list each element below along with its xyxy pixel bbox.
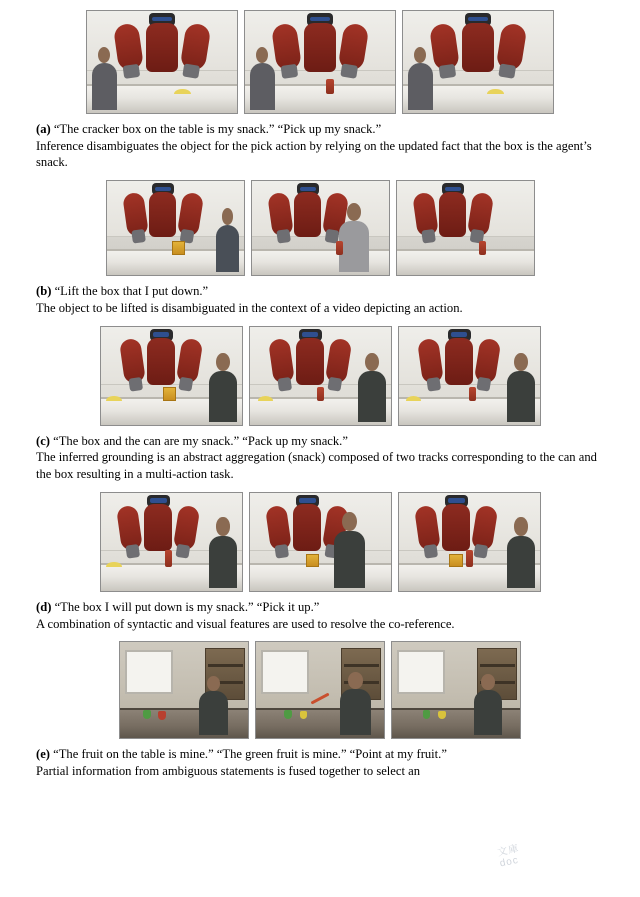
bottle-object bbox=[466, 550, 473, 568]
person bbox=[209, 517, 237, 588]
person bbox=[199, 676, 227, 736]
bottle-object bbox=[165, 550, 172, 568]
video-frame bbox=[391, 641, 521, 739]
table bbox=[119, 708, 249, 739]
scene-art bbox=[107, 181, 244, 275]
caption-label: (a) bbox=[36, 122, 51, 136]
video-frame bbox=[119, 641, 249, 739]
caption-description: A combination of syntactic and visual features are used to resolve the co-reference. bbox=[36, 616, 455, 631]
figure-row-a bbox=[0, 10, 640, 171]
figure-row-c bbox=[0, 326, 640, 483]
person-body bbox=[339, 221, 369, 272]
banana-object bbox=[106, 396, 122, 401]
robot bbox=[120, 329, 202, 405]
caption-description: The inferred grounding is an abstract aggregation (snack) composed of two tracks corresponding to the can and the box resulting in a multi-action task. bbox=[36, 450, 597, 482]
person-body bbox=[507, 371, 535, 422]
robot-torso bbox=[146, 23, 179, 72]
person bbox=[507, 353, 535, 422]
person bbox=[216, 208, 239, 272]
video-frame bbox=[402, 10, 554, 114]
scene-art bbox=[399, 493, 540, 591]
caption-quotes: “The box and the can are my snack.” “Pack up my snack.” bbox=[53, 433, 348, 448]
robot-arm-right bbox=[325, 338, 353, 385]
person-head bbox=[256, 47, 268, 63]
robot bbox=[123, 183, 202, 256]
person-body bbox=[334, 531, 365, 588]
can-object bbox=[479, 241, 486, 254]
caption-label: (c) bbox=[36, 433, 50, 448]
whiteboard bbox=[261, 650, 309, 694]
person-body bbox=[92, 63, 118, 110]
robot-arm-left bbox=[429, 23, 460, 72]
can-object bbox=[317, 387, 324, 401]
robot-arm-right bbox=[180, 22, 212, 71]
video-frame bbox=[251, 180, 390, 276]
scene-art bbox=[252, 181, 389, 275]
pointing-arm bbox=[310, 692, 329, 704]
image-strip-e bbox=[0, 641, 640, 739]
robot-torso bbox=[462, 23, 495, 72]
caption-description: The object to be lifted is disambiguated in the context of a video depicting an action. bbox=[36, 300, 463, 315]
video-frame bbox=[396, 180, 535, 276]
robot-arm-left bbox=[417, 338, 444, 385]
robot-arm-left bbox=[414, 504, 441, 551]
person bbox=[250, 47, 276, 110]
caption-label: (d) bbox=[36, 599, 52, 614]
robot bbox=[418, 329, 500, 405]
whiteboard bbox=[397, 650, 445, 694]
figure-row-e bbox=[0, 641, 640, 779]
robot-arm-left bbox=[265, 504, 292, 551]
robot-torso bbox=[149, 192, 176, 237]
robot-arm-left bbox=[268, 338, 295, 385]
person bbox=[358, 353, 386, 422]
robot-torso bbox=[296, 338, 324, 385]
video-frame bbox=[255, 641, 385, 739]
robot-torso bbox=[144, 504, 172, 551]
video-frame bbox=[398, 492, 541, 592]
banana-object bbox=[106, 562, 122, 567]
person-body bbox=[199, 691, 227, 735]
scene-art bbox=[250, 493, 391, 591]
box-object bbox=[163, 387, 176, 401]
scene-art bbox=[397, 181, 534, 275]
caption-label: (e) bbox=[36, 747, 50, 762]
robot-torso bbox=[293, 504, 321, 551]
scene-art bbox=[120, 642, 248, 738]
image-strip-d bbox=[0, 492, 640, 592]
person-head bbox=[222, 208, 233, 225]
caption-e bbox=[36, 746, 604, 779]
robot-arm-left bbox=[267, 192, 293, 237]
image-strip-b bbox=[0, 180, 640, 276]
banana-object bbox=[258, 396, 274, 401]
whiteboard bbox=[125, 650, 173, 694]
person bbox=[474, 674, 502, 735]
scene-art bbox=[250, 327, 391, 425]
video-frame bbox=[244, 10, 396, 114]
person-head bbox=[207, 676, 221, 691]
box-object bbox=[449, 554, 462, 568]
caption-description: Partial information from ambiguous statements is fused together to select an bbox=[36, 764, 421, 779]
person-head bbox=[481, 674, 495, 690]
video-frame bbox=[86, 10, 238, 114]
robot-torso bbox=[445, 338, 473, 385]
robot-torso bbox=[442, 504, 470, 551]
person-body bbox=[209, 536, 237, 588]
scene-art bbox=[256, 642, 384, 738]
video-frame bbox=[398, 326, 541, 426]
robot bbox=[269, 329, 351, 405]
caption-quotes: “Lift the box that I put down.” bbox=[54, 284, 209, 299]
robot-torso bbox=[304, 23, 337, 72]
robot-arm-right bbox=[177, 192, 204, 237]
robot-arm-right bbox=[338, 22, 370, 71]
yellow-cup-object bbox=[300, 711, 308, 720]
can-object bbox=[336, 241, 343, 254]
person-body bbox=[216, 225, 239, 272]
watermark-line-2: doc bbox=[498, 854, 520, 870]
person-body bbox=[209, 371, 237, 422]
watermark-line-1: 文庫 bbox=[496, 843, 521, 859]
robot-torso bbox=[439, 192, 466, 237]
person-head bbox=[216, 517, 230, 535]
person bbox=[339, 203, 369, 273]
scene-art bbox=[399, 327, 540, 425]
robot-arm-right bbox=[467, 192, 494, 237]
robot-arm-right bbox=[474, 338, 502, 385]
person bbox=[334, 512, 365, 588]
scene-art bbox=[87, 11, 237, 113]
caption-a bbox=[36, 121, 604, 171]
can-object bbox=[469, 387, 476, 401]
banana-object bbox=[406, 396, 422, 401]
person bbox=[507, 517, 535, 588]
green-cup-object bbox=[143, 710, 151, 720]
caption-quotes: “The box I will put down is my snack.” “Pick it up.” bbox=[54, 599, 320, 614]
scene-art bbox=[403, 11, 553, 113]
caption-label: (b) bbox=[36, 284, 52, 299]
can-object bbox=[326, 79, 334, 93]
robot bbox=[114, 13, 210, 93]
yellow-cup-object bbox=[438, 711, 446, 720]
robot-torso bbox=[294, 192, 321, 237]
caption-quotes: “The fruit on the table is mine.” “The green fruit is mine.” “Point at my fruit.” bbox=[53, 747, 447, 762]
video-frame bbox=[249, 326, 392, 426]
box-object bbox=[172, 241, 185, 254]
caption-description: Inference disambiguates the object for the pick action by relying on the updated fact that the box is the agent’s snack. bbox=[36, 138, 592, 170]
scene-art bbox=[245, 11, 395, 113]
person-head bbox=[98, 47, 110, 63]
robot-arm-right bbox=[471, 504, 499, 551]
person-head bbox=[216, 353, 230, 371]
person bbox=[209, 353, 237, 422]
caption-d bbox=[36, 599, 604, 632]
figure-row-d bbox=[0, 492, 640, 632]
person-body bbox=[474, 690, 502, 735]
scene-art bbox=[101, 327, 242, 425]
robot-arm-left bbox=[412, 192, 438, 237]
robot-arm-right bbox=[176, 338, 204, 385]
watermark bbox=[496, 819, 625, 897]
caption-b bbox=[36, 283, 604, 316]
image-strip-c bbox=[0, 326, 640, 426]
caption-quotes: “The cracker box on the table is my snack.” “Pick up my snack.” bbox=[53, 122, 382, 136]
green-cup-object bbox=[284, 710, 292, 720]
person-head bbox=[365, 353, 379, 371]
scene-art bbox=[392, 642, 520, 738]
robot-arm-left bbox=[271, 23, 302, 72]
robot-arm-right bbox=[173, 504, 201, 551]
robot bbox=[272, 13, 368, 93]
robot bbox=[117, 495, 199, 571]
video-frame bbox=[106, 180, 245, 276]
person bbox=[92, 47, 118, 110]
person-body bbox=[358, 371, 386, 422]
video-frame bbox=[100, 326, 243, 426]
person-head bbox=[348, 672, 363, 688]
image-strip-a bbox=[0, 10, 640, 114]
person-head bbox=[514, 517, 528, 535]
robot-arm-left bbox=[113, 23, 144, 72]
person-head bbox=[347, 203, 361, 221]
person-body bbox=[507, 536, 535, 588]
banana-object bbox=[174, 89, 191, 94]
robot-arm-left bbox=[122, 192, 148, 237]
person bbox=[340, 672, 371, 735]
person-head bbox=[342, 512, 357, 532]
robot-torso bbox=[147, 338, 175, 385]
scene-art bbox=[101, 493, 242, 591]
video-frame bbox=[100, 492, 243, 592]
figure-page bbox=[0, 10, 640, 891]
robot-arm-left bbox=[119, 338, 146, 385]
banana-object bbox=[487, 89, 504, 94]
person-head bbox=[514, 353, 528, 371]
figure-row-b bbox=[0, 180, 640, 316]
person-head bbox=[414, 47, 426, 63]
person-body bbox=[250, 63, 276, 110]
person-body bbox=[408, 63, 434, 110]
box-object bbox=[306, 554, 319, 568]
caption-c bbox=[36, 433, 604, 483]
video-frame bbox=[249, 492, 392, 592]
robot-arm-left bbox=[116, 504, 143, 551]
person-body bbox=[340, 689, 371, 736]
person bbox=[408, 47, 434, 110]
robot bbox=[430, 13, 526, 93]
robot-arm-right bbox=[496, 22, 528, 71]
